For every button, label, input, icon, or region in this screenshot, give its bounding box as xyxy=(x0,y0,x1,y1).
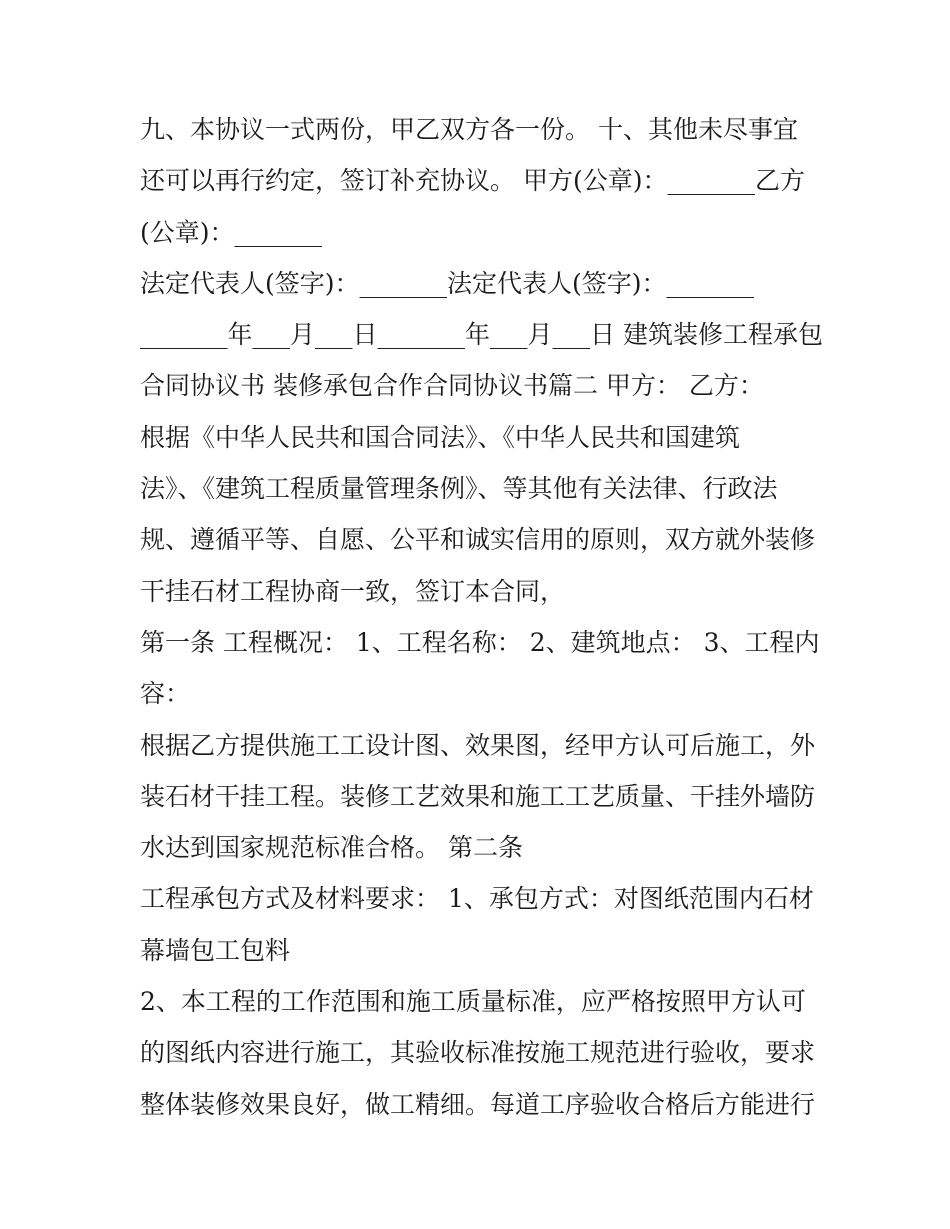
text-line: 法定代表人(签字)：_______法定代表人(签字)：_______ xyxy=(140,268,755,298)
text-line: 装石材干挂工程。装修工艺效果和施工工艺质量、干挂外墙防 xyxy=(140,781,816,811)
text-line: 工程承包方式及材料要求： 1、承包方式：对图纸范围内石材 xyxy=(140,884,814,914)
text-line: 幕墙包工包料 xyxy=(140,935,291,965)
text-line: 根据《中华人民共和国合同法》、《中华人民共和国建筑 xyxy=(140,422,741,452)
text-line: 九、本协议一式两份，甲乙双方各一份。 十、其他未尽事宜 xyxy=(140,115,798,144)
text-line: 整体装修效果良好，做工精细。每道工序验收合格后方能进行 xyxy=(140,1089,816,1119)
text-line: 2、本工程的工作范围和施工质量标准，应严格按照甲方认可 xyxy=(140,987,806,1017)
text-line: 容： xyxy=(140,679,191,709)
text-line: 水达到国家规范标准合格。 第二条 xyxy=(140,833,523,863)
text-line: (公章)：_______ xyxy=(140,217,323,247)
text-line: _______年___月___日_______年___月___日 建筑装修工程承包 xyxy=(140,320,823,350)
text-line: 第一条 工程概况： 1、工程名称： 2、建筑地点： 3、工程内 xyxy=(140,627,820,657)
contract-text xyxy=(140,104,823,1130)
text-line: 干挂石材工程协商一致，签订本合同， xyxy=(140,576,566,606)
text-line: 还可以再行约定，签订补充协议。 甲方(公章)：_______乙方 xyxy=(140,166,805,196)
text-line: 规、遵循平等、自愿、公平和诚实信用的原则，双方就外装修 xyxy=(140,525,816,555)
text-line: 合同协议书 装修承包合作合同协议书篇二 甲方： 乙方： xyxy=(140,371,764,401)
text-line: 根据乙方提供施工工设计图、效果图，经甲方认可后施工，外 xyxy=(140,730,816,760)
text-line: 的图纸内容进行施工，其验收标准按施工规范进行验收，要求 xyxy=(140,1038,816,1068)
text-line: 法》、《建筑工程质量管理条例》、等其他有关法律、行政法 xyxy=(140,474,778,504)
